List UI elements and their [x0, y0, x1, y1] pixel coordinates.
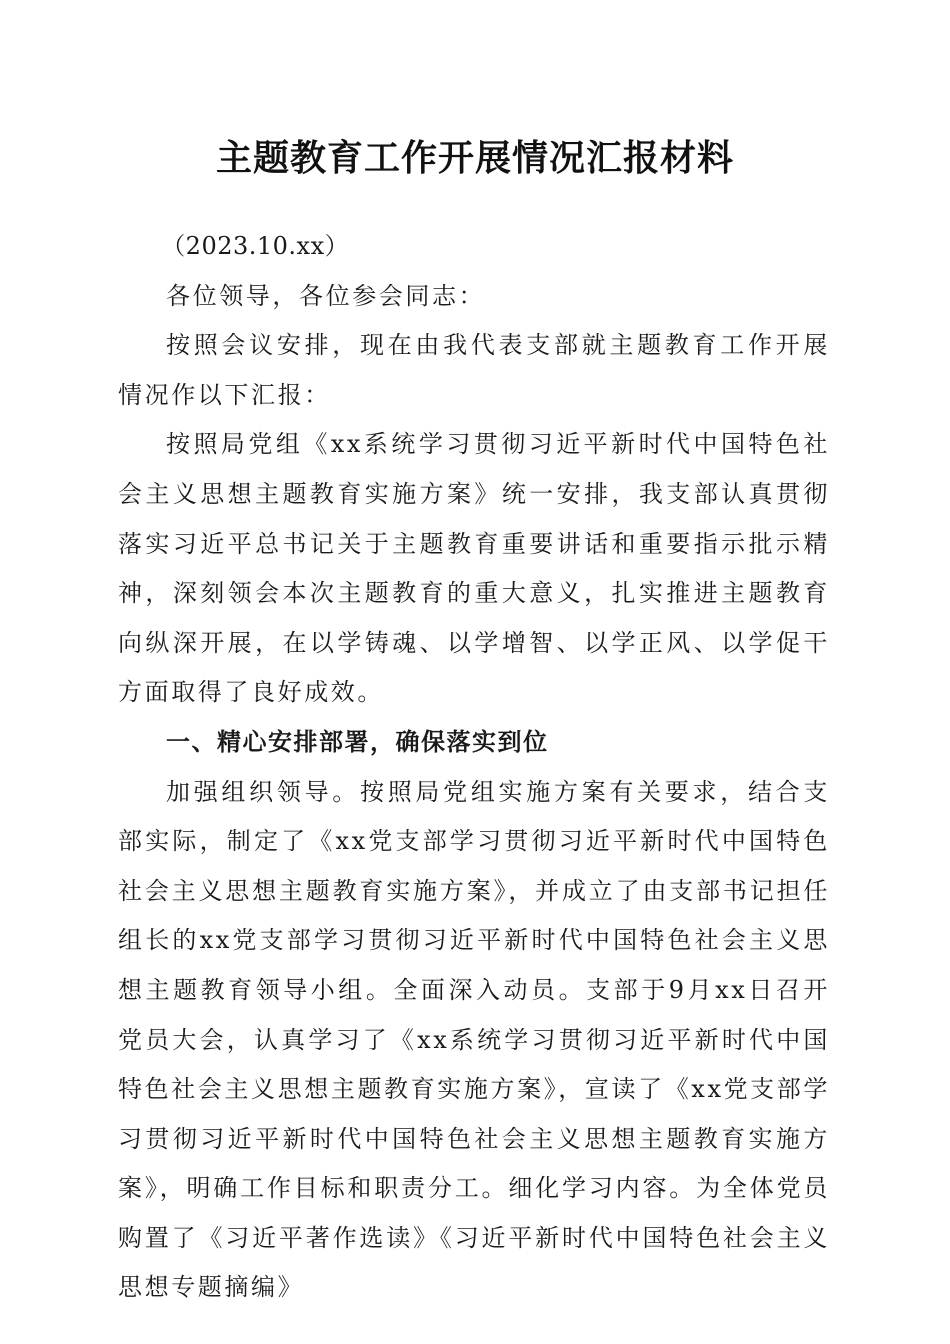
salutation-paragraph: 各位领导，各位参会同志：: [166, 281, 486, 310]
intro-paragraph: 按照会议安排，现在由我代表支部就主题教育工作开展情况作以下汇报：: [118, 331, 830, 409]
overview-paragraph: 按照局党组《xx系统学习贯彻习近平新时代中国特色社会主义思想主题教育实施方案》统一安排，我支部认真贯彻落实习近平总书记关于主题教育重要讲话和重要指示批示精神，深刻领会本次主题教育的重大意义，扎实推进主题教育向纵深开展，在以学铸魂、以学增智、以学正风、以学促干方面取得了良好成效。: [118, 430, 830, 707]
report-date: （2023.10.xx）: [161, 232, 350, 260]
section-heading: 一、精心安排部署，确保落实到位: [166, 727, 549, 756]
section-paragraph: 加强组织领导。按照局党组实施方案有关要求，结合支部实际，制定了《xx党支部学习贯彻习近平新时代中国特色社会主义思想主题教育实施方案》，并成立了由支部书记担任组长的xx党支部学习贯彻习近平新时代中国特色社会主义思想主题教育领导小组。全面深入动员。支部于9月xx日召开党员大会，认真学习了《xx系统学习贯彻习近平新时代中国特色社会主义思想主题教育实施方案》，宣读了《xx党支部学习贯彻习近平新时代中国特色社会主义思想主题教育实施方案》，明确工作目标和职责分工。细化学习内容。为全体党员购置了《习近平著作选读》《习近平新时代中国特色社会主义思想专题摘编》: [118, 777, 830, 1302]
document-body: [118, 222, 830, 1313]
document-title: 主题教育工作开展情况汇报材料: [215, 137, 734, 179]
